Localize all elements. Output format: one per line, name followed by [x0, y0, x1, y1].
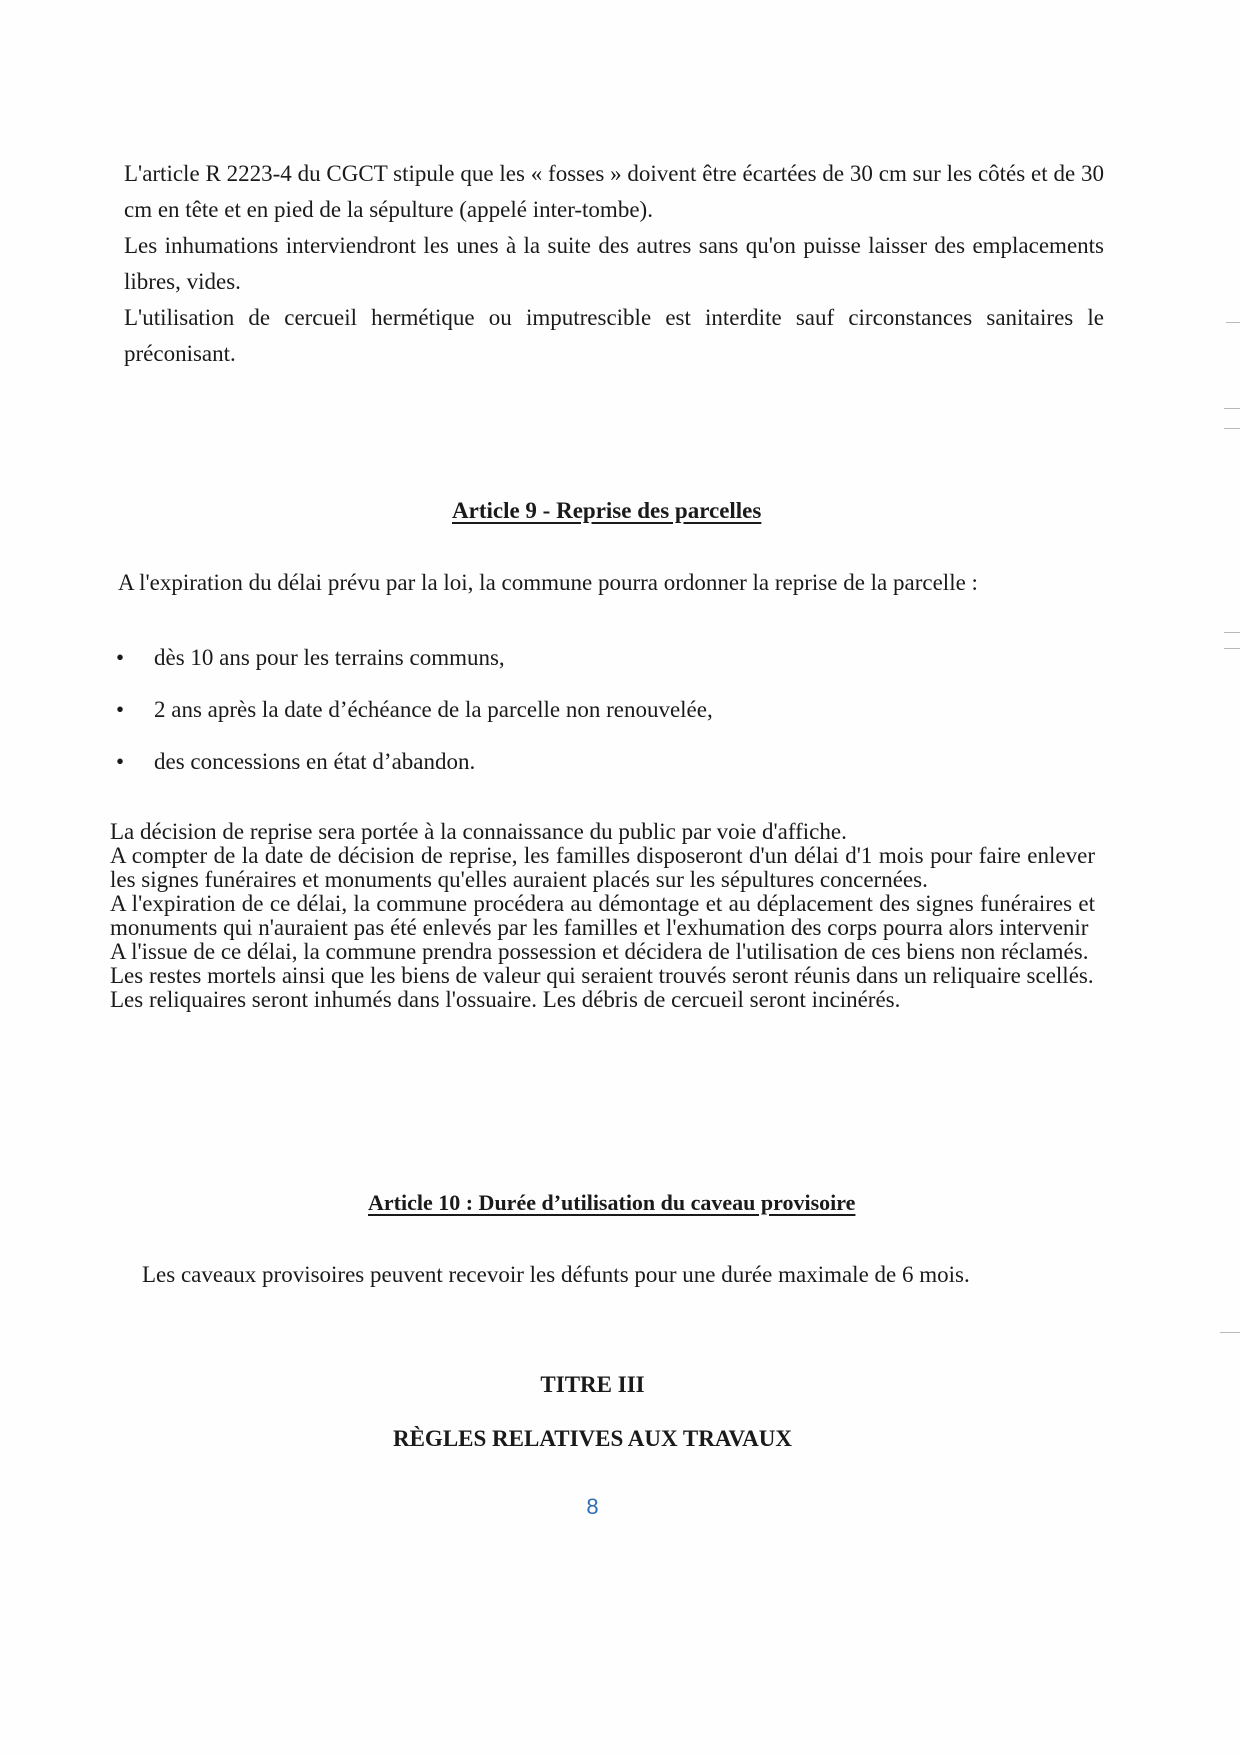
- paragraph: A l'expiration de ce délai, la commune procédera au démontage et au déplacement des signes funéraires et monuments qui n'auraient pas été enlevés par les familles et l'exhumation des corps pourra alors intervenir: [110, 891, 1095, 940]
- list-item-text: des concessions en état d’abandon.: [154, 749, 476, 774]
- scan-mark: [1224, 408, 1240, 409]
- list-item: [110, 640, 1010, 692]
- list-item-text: 2 ans après la date d’échéance de la parcelle non renouvelée,: [154, 697, 713, 722]
- bullet-icon: •: [116, 749, 125, 774]
- paragraph: Les inhumations interviendront les unes à la suite des autres sans qu'on puisse laisser des emplacements libres, vides.: [124, 233, 1104, 294]
- scan-mark: [1224, 428, 1240, 429]
- article-9-heading: Article 9 - Reprise des parcelles: [452, 498, 762, 523]
- paragraph: L'utilisation de cercueil hermétique ou imputrescible est interdite sauf circonstances sanitaires le préconisant.: [124, 305, 1104, 366]
- list-item: [110, 692, 1010, 744]
- list-item: [110, 744, 1010, 796]
- article-10-text: Les caveaux provisoires peuvent recevoir les défunts pour une durée maximale de 6 mois.: [142, 1262, 970, 1287]
- paragraph: A l'issue de ce délai, la commune prendra possession et décidera de l'utilisation de ces biens non réclamés.: [110, 939, 1089, 964]
- paragraph: La décision de reprise sera portée à la connaissance du public par voie d'affiche.: [110, 819, 847, 844]
- page-number: 8: [586, 1494, 599, 1519]
- titre-heading: TITRE III: [540, 1372, 645, 1397]
- intro-text: [124, 156, 1104, 372]
- article-9-bullet-list: [110, 640, 1010, 796]
- bullet-icon: •: [116, 645, 125, 670]
- paragraph: Les restes mortels ainsi que les biens de valeur qui seraient trouvés seront réunis dans un reliquaire scellés.: [110, 963, 1094, 988]
- article-9-lead: A l'expiration du délai prévu par la loi, la commune pourra ordonner la reprise de la parcelle :: [118, 570, 978, 595]
- titre-subheading: RÈGLES RELATIVES AUX TRAVAUX: [392, 1426, 792, 1451]
- paragraph: A compter de la date de décision de reprise, les familles disposeront d'un délai d'1 mois pour faire enlever les signes funéraires et monuments qu'elles auraient placés sur les sépultures concernées.: [110, 843, 1095, 892]
- article-9-body: [110, 820, 1095, 1012]
- list-item-text: dès 10 ans pour les terrains communs,: [154, 645, 505, 670]
- scan-mark: [1220, 1332, 1240, 1333]
- article-10-heading: Article 10 : Durée d’utilisation du caveau provisoire: [368, 1190, 856, 1215]
- scan-mark: [1226, 322, 1240, 323]
- paragraph: Les reliquaires seront inhumés dans l'ossuaire. Les débris de cercueil seront incinérés.: [110, 987, 901, 1012]
- paragraph: L'article R 2223-4 du CGCT stipule que les « fosses » doivent être écartées de 30 cm sur les côtés et de 30 cm en tête et en pied de la sépulture (appelé inter-tombe).: [124, 161, 1104, 222]
- scan-mark: [1224, 648, 1240, 649]
- scan-mark: [1224, 632, 1240, 633]
- bullet-icon: •: [116, 697, 125, 722]
